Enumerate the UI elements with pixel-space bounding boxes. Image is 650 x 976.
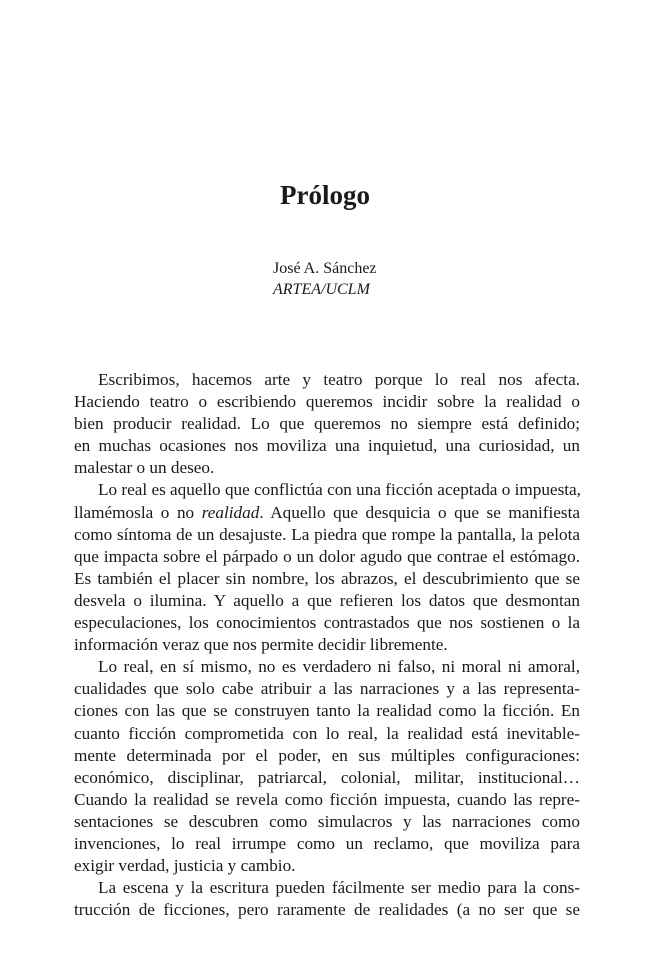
text-line: ciones con las que se construyen tanto la realidad como la ficción. En (74, 701, 580, 721)
text-line: La escena y la escritura pueden fácilmente ser medio para la cons- (98, 878, 580, 898)
text-line: trucción de ficciones, pero raramente de realidades (a no ser que se (74, 900, 580, 920)
text-line: malestar o un deseo. (74, 458, 215, 478)
paragraph (74, 369, 580, 479)
author-name: José A. Sánchez (273, 260, 377, 277)
text-line: Escribimos, hacemos arte y teatro porque lo real nos afecta. (98, 370, 580, 389)
text-line: mente determinada por el poder, en sus múltiples configuraciones: (74, 745, 580, 765)
page-title: Prólogo (280, 180, 370, 210)
text-line (74, 502, 580, 524)
text-line: como síntoma de un desajuste. La piedra que rompe la pantalla, la pelota (74, 524, 580, 544)
text-line: en muchas ocasiones nos moviliza una inquietud, una curiosidad, un (74, 436, 580, 456)
text-line: especulaciones, los conocimientos contrastados que nos sostienen o la (74, 613, 580, 633)
text-line: sentaciones se descubren como simulacros y las narraciones como (74, 811, 580, 831)
text-line: que impacta sobre el párpado o un dolor agudo que contrae el estómago. (74, 546, 580, 566)
text-line: Cuando la realidad se revela como ficción impuesta, cuando las repre- (74, 789, 580, 809)
text-line: invenciones, lo real irrumpe como un reclamo, que moviliza para (74, 833, 580, 853)
text-line: cuanto ficción comprometida con lo real, la realidad está inevitable- (74, 723, 580, 743)
text-segment: . Aquello que desquicia o que se manifiesta (259, 502, 580, 522)
author-block (273, 258, 377, 300)
text-line: Es también el placer sin nombre, los abrazos, el descubrimiento que se (74, 568, 580, 588)
text-line: Lo real, en sí mismo, no es verdadero ni falso, ni moral ni amoral, (98, 657, 580, 677)
text-line: Lo real es aquello que conflictúa con una ficción aceptada o impuesta, (98, 480, 581, 500)
text-line: económico, disciplinar, patriarcal, colonial, militar, institucional… (74, 767, 580, 787)
text-line: exigir verdad, justicia y cambio. (74, 856, 296, 876)
text-line: cualidades que solo cabe atribuir a las narraciones y a las representa- (74, 679, 580, 699)
text-segment: llamémosla o no (74, 502, 202, 522)
text-line: desvela o ilumina. Y aquello a que refieren los datos que desmontan (74, 590, 580, 610)
body-text (74, 369, 580, 921)
emphasis-text: realidad (201, 502, 260, 522)
text-line: Haciendo teatro o escribiendo queremos incidir sobre la realidad o (74, 392, 580, 412)
paragraph (74, 877, 580, 921)
text-line: información veraz que nos permite decidir libremente. (74, 635, 448, 655)
paragraph (74, 656, 580, 877)
author-affiliation: ARTEA/UCLM (273, 281, 370, 298)
paragraph (74, 479, 580, 656)
text-line: bien producir realidad. Lo que queremos no siempre está definido; (74, 414, 580, 434)
